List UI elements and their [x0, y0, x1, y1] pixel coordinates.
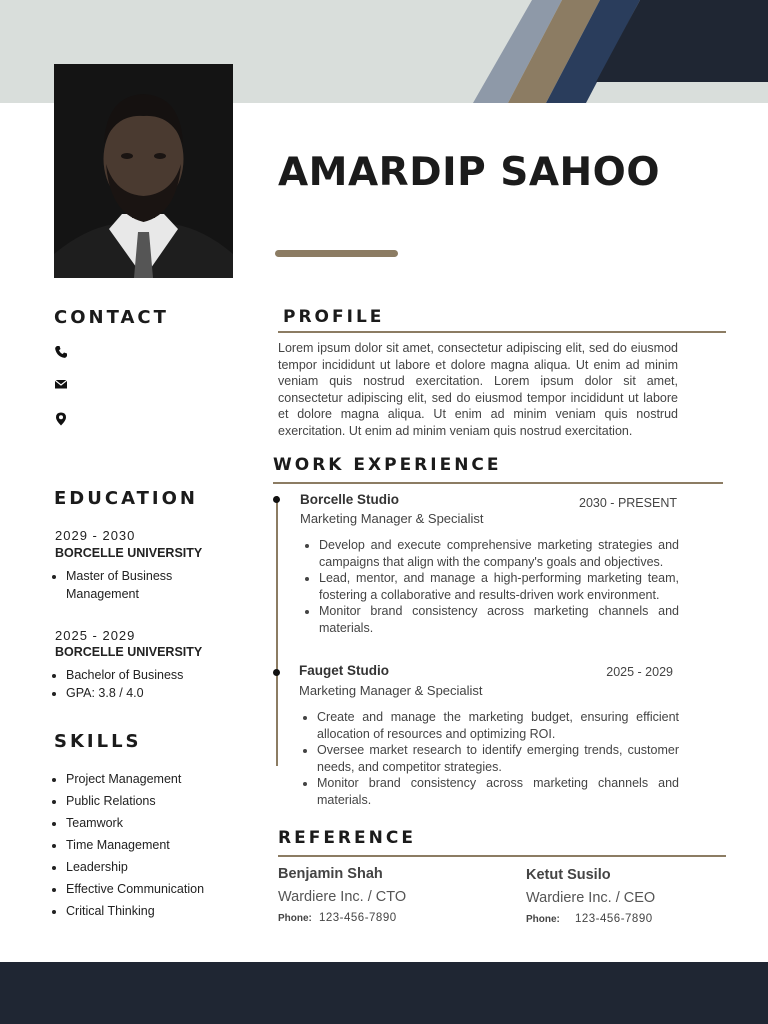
experience-timeline	[276, 496, 278, 766]
reference-phone: 123-456-7890	[319, 912, 397, 924]
skill-item: • Critical Thinking	[66, 900, 204, 922]
name-underline-bar	[275, 250, 398, 257]
job-bullet: • Oversee market research to identify emerging trends, customer needs, and competitor strategies.	[317, 742, 679, 775]
education-heading: EDUCATION	[54, 488, 198, 509]
candidate-name: AMARDIP SAHOO	[278, 150, 660, 195]
skills-list	[48, 768, 204, 922]
education-detail: • Bachelor of Business	[66, 666, 236, 684]
job-bullet: • Create and manage the marketing budget, ensuring efficient allocation of resources and optimizing ROI.	[317, 709, 679, 742]
job-bullet: • Monitor brand consistency across marketing channels and materials.	[319, 603, 679, 636]
profile-summary: Lorem ipsum dolor sit amet, consectetur adipiscing elit, sed do eiusmod tempor incididunt ut labore et dolore magna aliqua. Ut enim ad minim veniam quis nostrud exercitation. Lorem ipsum dolor sit amet, consectetur adipiscing elit, sed do eiusmod tempor incididunt ut labore et dolore magna aliqua. Ut enim ad minim veniam quis nostrud exercitation. Ut enim ad minim veniam quis nostrud exercitation.	[278, 341, 678, 438]
reference-phone-label: Phone:	[278, 913, 312, 924]
job-bullet: • Lead, mentor, and manage a high-performing marketing team, fostering a collaborative and results-driven work environment.	[319, 570, 679, 603]
skill-item: • Time Management	[66, 834, 204, 856]
reference-phone: 123-456-7890	[575, 913, 653, 925]
education-details	[48, 567, 216, 603]
education-detail: • Master of Business Management	[66, 567, 216, 603]
skill-item: • Public Relations	[66, 790, 204, 812]
education-school: BORCELLE UNIVERSITY	[55, 645, 203, 659]
timeline-dot	[273, 669, 280, 676]
reference-divider	[278, 855, 726, 857]
profile-photo	[54, 64, 233, 278]
job-company: Borcelle Studio	[300, 492, 400, 507]
reference-organization: Wardiere Inc. / CTO	[278, 889, 407, 905]
skill-item: • Teamwork	[66, 812, 204, 834]
location-pin-icon	[54, 412, 68, 426]
job-dates: 2025 - 2029	[606, 665, 673, 679]
skills-heading: SKILLS	[54, 731, 142, 752]
reference-organization: Wardiere Inc. / CEO	[526, 890, 656, 906]
job-bullet: • Develop and execute comprehensive marketing strategies and campaigns that align with the company's goals and objectives.	[319, 537, 679, 570]
profile-divider	[278, 331, 726, 333]
phone-icon	[54, 345, 68, 359]
job-role: Marketing Manager & Specialist	[300, 511, 484, 526]
education-years: 2029 - 2030	[55, 528, 136, 543]
job-responsibilities	[303, 537, 679, 636]
job-role: Marketing Manager & Specialist	[299, 683, 483, 698]
job-bullet: • Monitor brand consistency across marketing channels and materials.	[317, 775, 679, 808]
experience-divider	[273, 482, 723, 484]
email-icon	[54, 377, 68, 391]
skill-item: • Effective Communication	[66, 878, 204, 900]
education-school: BORCELLE UNIVERSITY	[55, 546, 203, 560]
job-responsibilities	[301, 709, 679, 808]
contact-heading: CONTACT	[54, 307, 169, 328]
reference-heading: REFERENCE	[278, 828, 416, 848]
timeline-dot	[273, 496, 280, 503]
footer-band	[0, 962, 768, 1024]
reference-name: Ketut Susilo	[526, 867, 611, 883]
education-details	[48, 666, 236, 702]
job-dates: 2030 - PRESENT	[579, 496, 677, 510]
reference-phone-label: Phone:	[526, 914, 560, 925]
education-years: 2025 - 2029	[55, 628, 136, 643]
profile-heading: PROFILE	[283, 307, 385, 327]
job-company: Fauget Studio	[299, 663, 389, 678]
reference-name: Benjamin Shah	[278, 866, 383, 882]
work-experience-heading: WORK EXPERIENCE	[273, 455, 502, 475]
skill-item: • Project Management	[66, 768, 204, 790]
skill-item: • Leadership	[66, 856, 204, 878]
education-detail: • GPA: 3.8 / 4.0	[66, 684, 236, 702]
